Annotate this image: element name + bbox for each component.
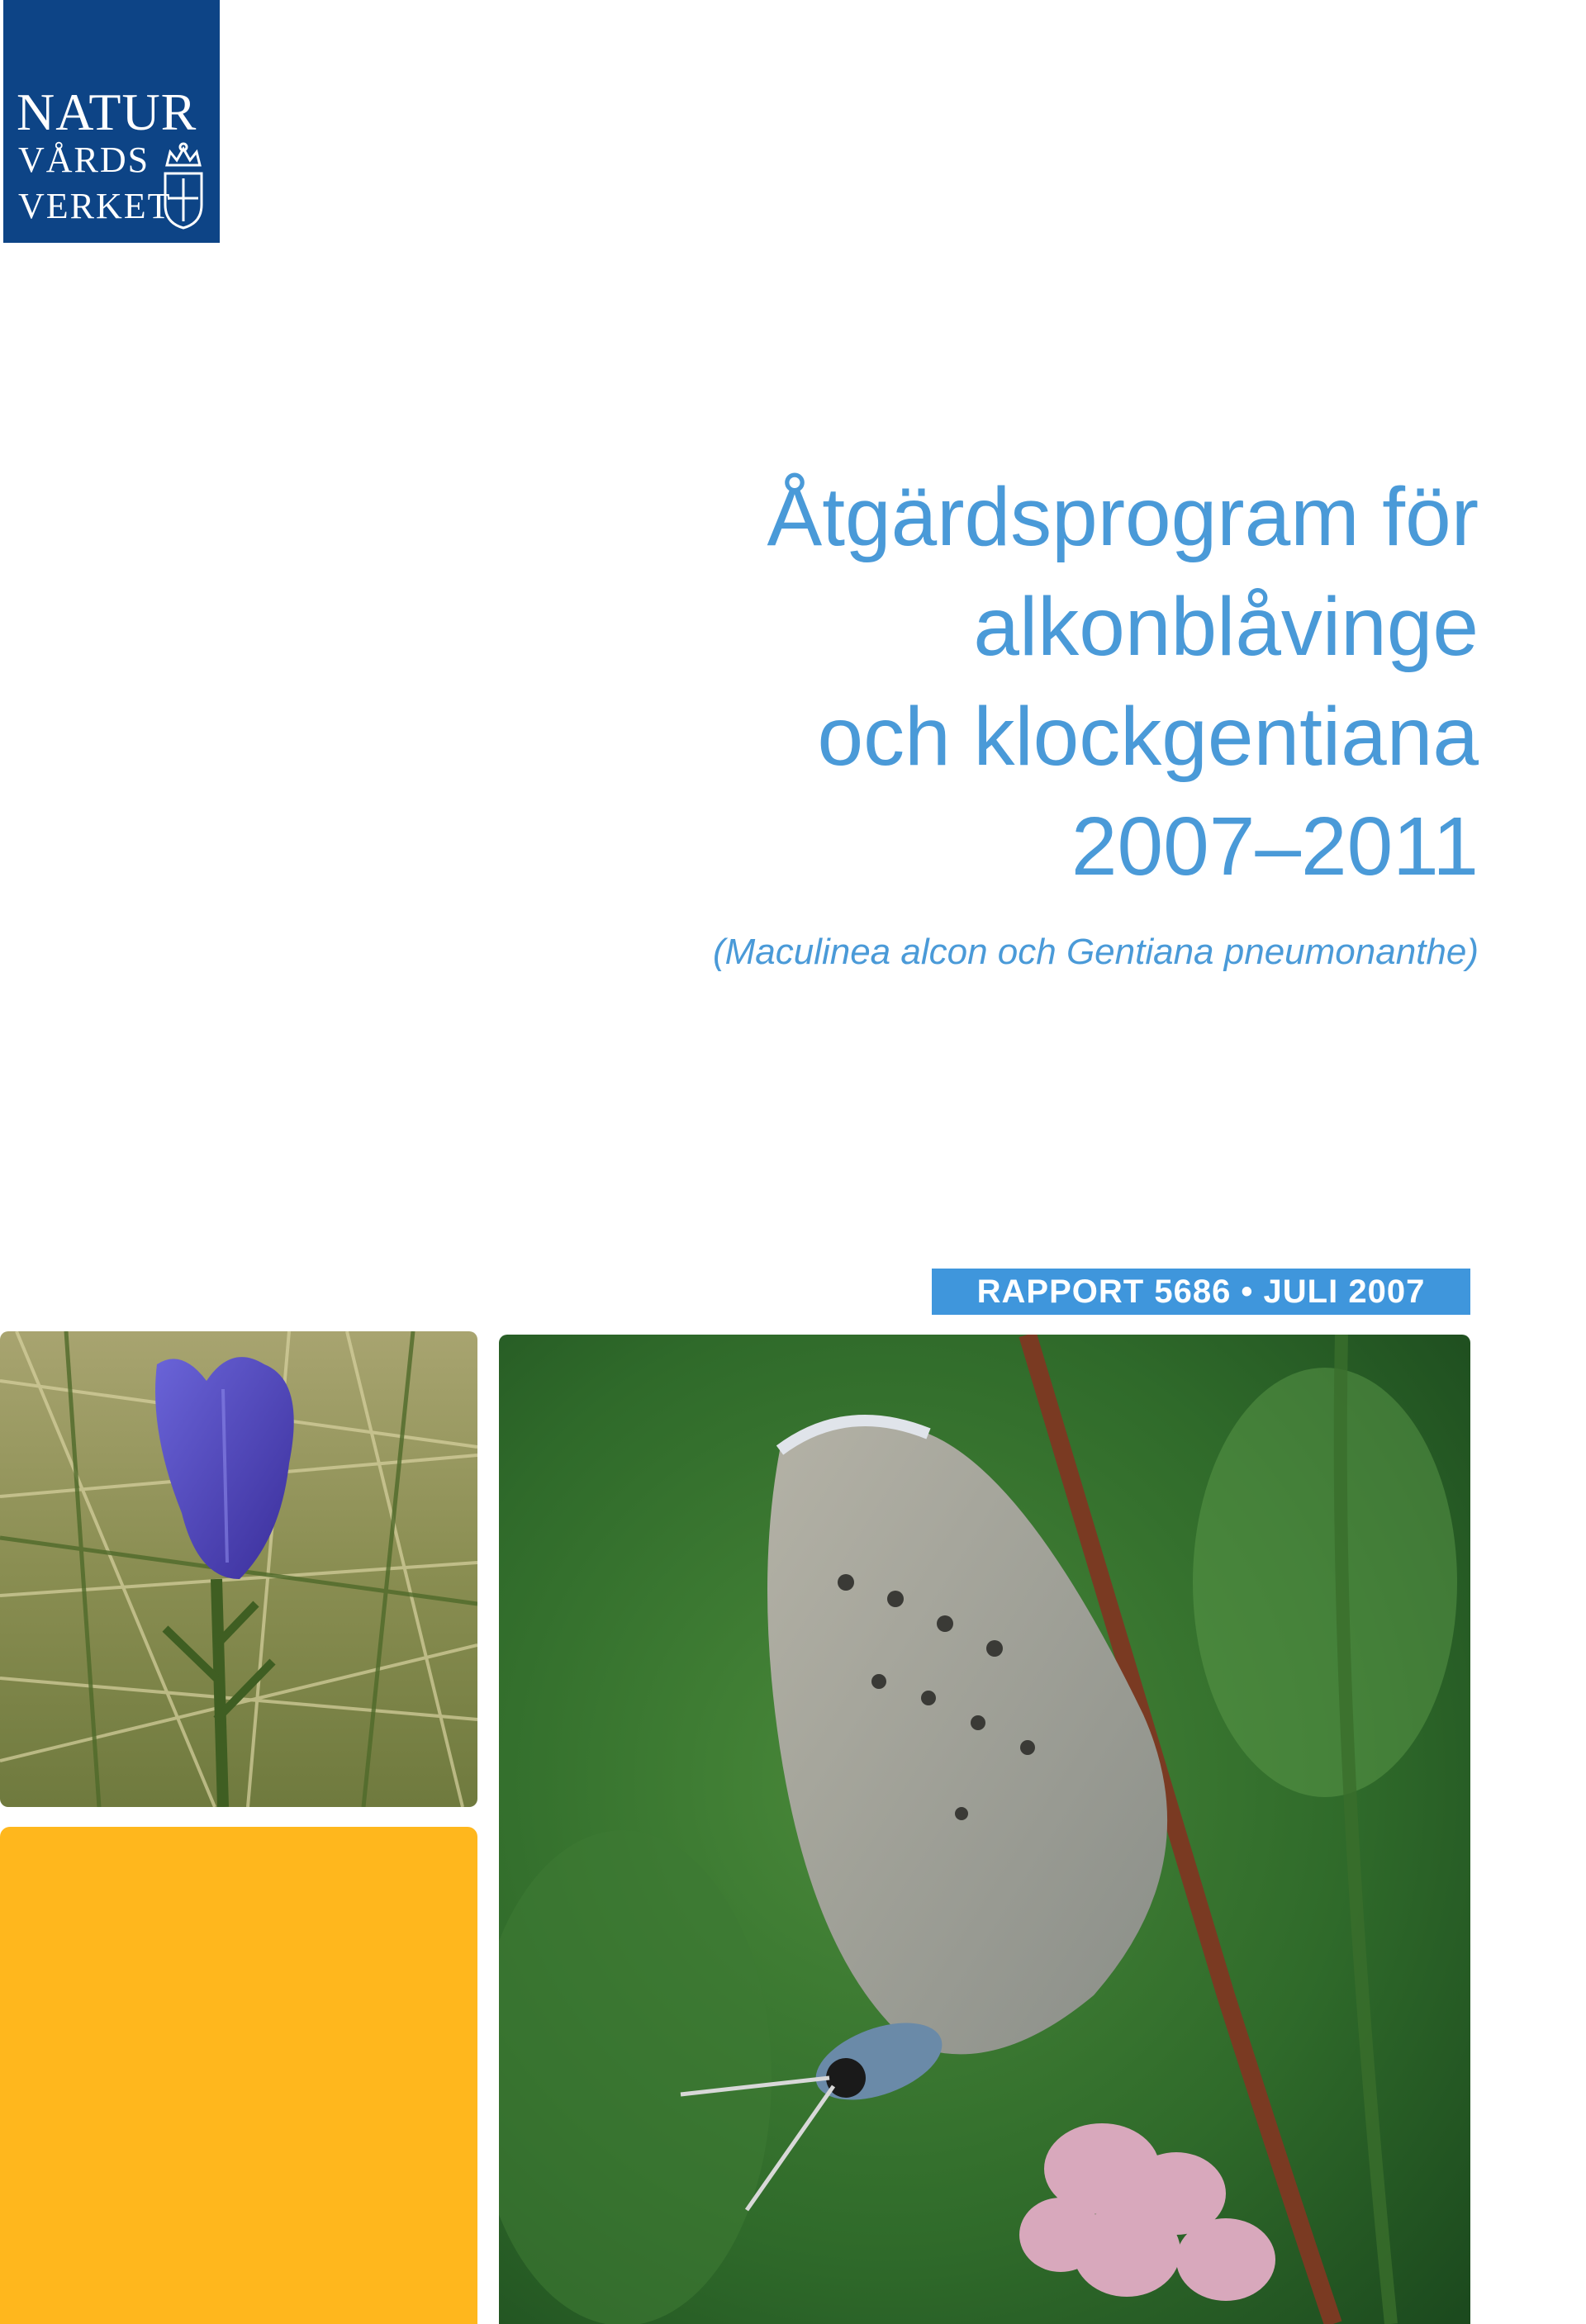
title-line-2: alkonblåvinge [973, 581, 1479, 673]
butterfly-on-heather-photo [499, 1335, 1470, 2324]
report-number-bar: RAPPORT 5686 • JULI 2007 [932, 1269, 1470, 1315]
report-title [487, 462, 1479, 902]
naturvardsverket-logo [3, 0, 220, 243]
logo-line-3: VERKET [18, 186, 172, 226]
yellow-accent-block [0, 1827, 477, 2324]
logo-line-1: NATUR [17, 83, 197, 141]
title-line-4: 2007–2011 [1071, 800, 1479, 893]
title-line-3: och klockgentiana [817, 690, 1479, 783]
logo-line-2: VÅRDS [18, 140, 150, 180]
crown-shield-icon [159, 140, 208, 231]
title-line-1: Åtgärdsprogram för [767, 471, 1479, 563]
gentian-flower-photo [0, 1331, 477, 1807]
species-subtitle: (Maculinea alcon och Gentiana pneumonanthe) [712, 932, 1479, 972]
